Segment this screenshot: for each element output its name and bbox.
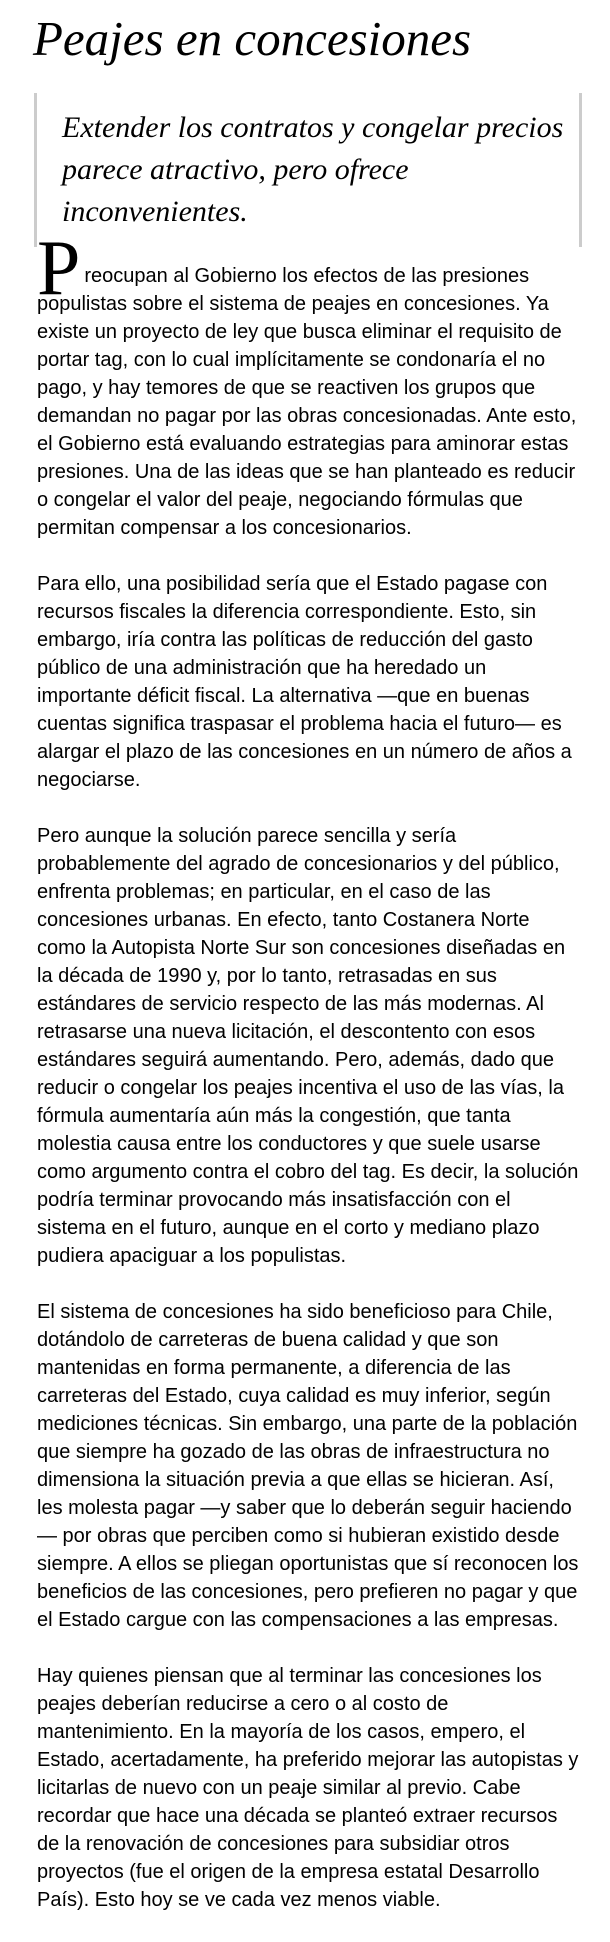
- paragraph-4: El sistema de concesiones ha sido beneficioso para Chile, dotándolo de carreteras de buena calidad y que son mantenidas en forma permanente, a diferencia de las carreteras del Estado, cuya calidad es muy inferior, según mediciones técnicas. Sin embargo, una parte de la población que siempre ha gozado de las obras de infraestructura no dimensiona la situación previa a que ellas se hicieran. Así, les molesta pagar —y saber que lo deberán seguir haciendo— por obras que perciben como si hubieran existido desde siempre. A ellos se pliegan oportunistas que sí reconocen los beneficios de las concesiones, pero prefieren no pagar y que el Estado cargue con las compensaciones a las empresas.: [37, 1300, 579, 1631]
- article-lede: [34, 93, 582, 247]
- article-title: Peajes en concesiones: [33, 11, 472, 66]
- paragraph-5: Hay quienes piensan que al terminar las concesiones los peajes deberían reducirse a cero o al costo de mantenimiento. En la mayoría de los casos, empero, el Estado, acertadamente, ha preferido mejorar las autopistas y licitarlas de nuevo con un peaje similar al previo. Cabe recordar que hace una década se planteó extraer recursos de la renovación de concesiones para subsidiar otros proyectos (fue el origen de la empresa estatal Desarrollo País). Esto hoy se ve cada vez menos viable.: [37, 1664, 579, 1911]
- paragraph-1-text: reocupan al Gobierno los efectos de las presiones populistas sobre el sistema de peajes en concesiones. Ya existe un proyecto de ley que busca eliminar el requisito de portar tag, con lo cual implícitamente se condonaría el no pago, y hay temores de que se reactiven los grupos que demandan no pagar por las obras concesionadas. Ante esto, el Gobierno está evaluando estrategias para aminorar estas presiones. Una de las ideas que se han planteado es reducir o congelar el valor del peaje, negociando fórmulas que permitan compensar a los concesionarios.: [37, 264, 577, 539]
- lede-text: Extender los contratos y congelar precios parece atractivo, pero ofrece inconvenientes.: [62, 110, 564, 228]
- paragraph-1: [37, 223, 580, 542]
- drop-cap: P: [37, 223, 81, 311]
- paragraph-3: Pero aunque la solución parece sencilla y sería probablemente del agrado de concesionarios y del público, enfrenta problemas; en particular, en el caso de las concesiones urbanas. En efecto, tanto Costanera Norte como la Autopista Norte Sur son concesiones diseñadas en la década de 1990 y, por lo tanto, retrasadas en sus estándares de servicio respecto de las más modernas. Al retrasarse una nueva licitación, el descontento con esos estándares seguirá aumentando. Pero, además, dado que reducir o congelar los peajes incentiva el uso de las vías, la fórmula aumentaría aún más la congestión, que tanta molestia causa entre los conductores y que suele usarse como argumento contra el cobro del tag. Es decir, la solución podría terminar provocando más insatisfacción con el sistema en el futuro, aunque en el corto y mediano plazo pudiera apaciguar a los populistas.: [37, 824, 579, 1267]
- paragraph-2: Para ello, una posibilidad sería que el Estado pagase con recursos fiscales la diferencia correspondiente. Esto, sin embargo, iría contra las políticas de reducción del gasto público de una administración que ha heredado un importante déficit fiscal. La alternativa —que en buenas cuentas significa traspasar el problema hacia el futuro— es alargar el plazo de las concesiones en un número de años a negociarse.: [37, 572, 572, 791]
- article-body: [37, 223, 580, 1914]
